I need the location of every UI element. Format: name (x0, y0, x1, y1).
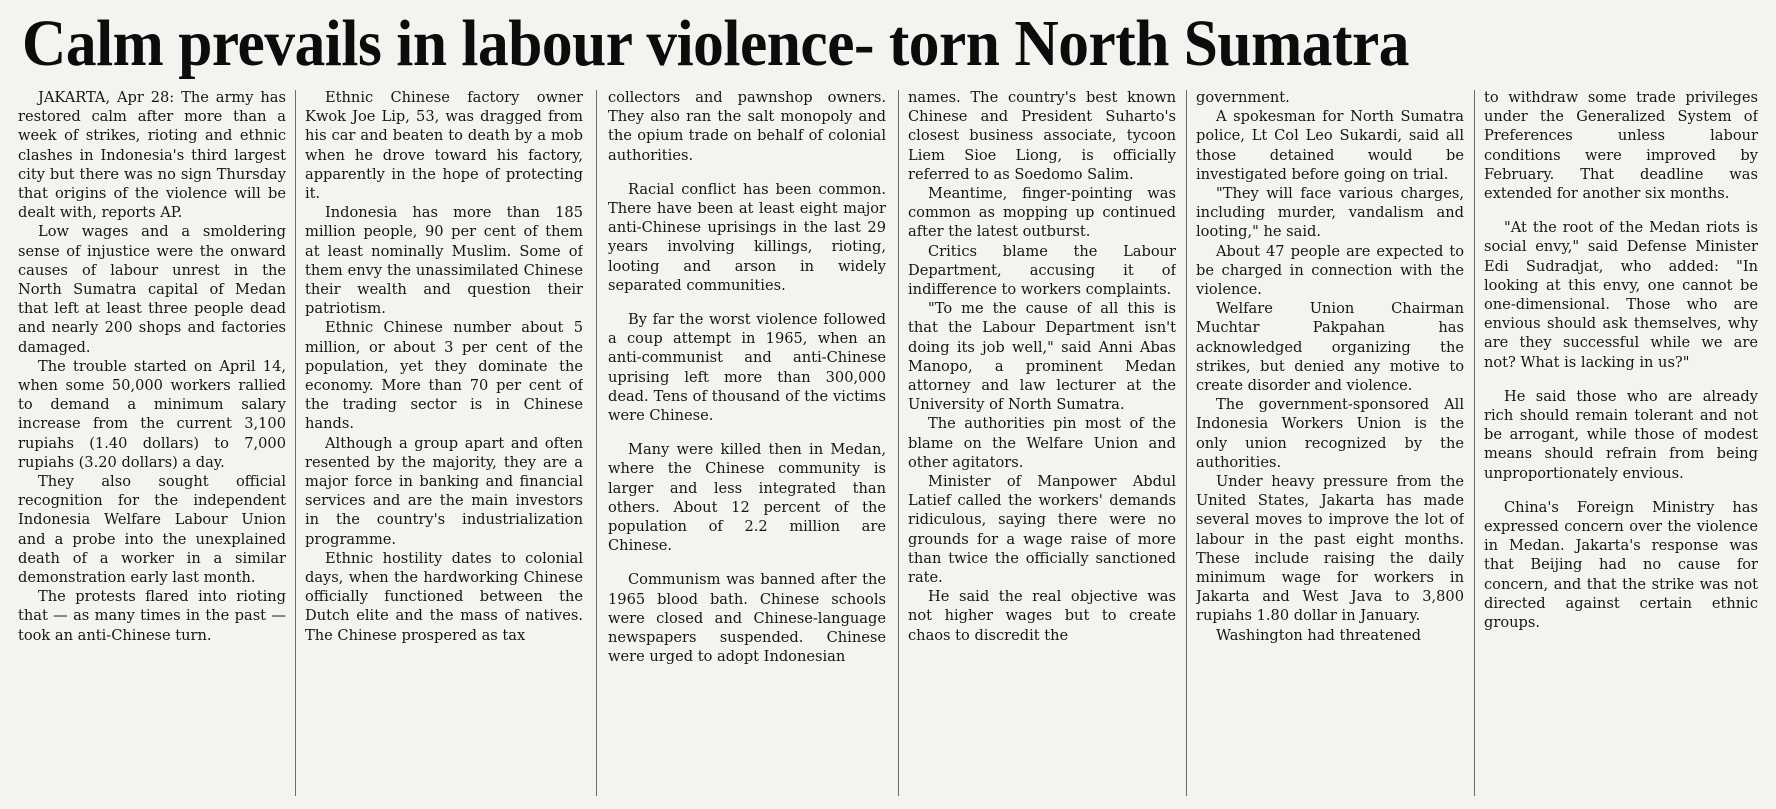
article-column-1 (18, 88, 286, 803)
column-divider (1186, 90, 1187, 796)
article-column-2 (305, 88, 583, 803)
article-paragraph: China's Foreign Ministry has expressed concern over the violence in Medan. Jakarta's response was that Beijing had no cause for concern, and that the strike was not directed against certain ethnic groups. (1484, 498, 1758, 632)
article-paragraph: Washington had threatened (1216, 626, 1421, 644)
column-divider (898, 90, 899, 796)
article-paragraph: names. The country's best known Chinese and President Suharto's closest business associate, tycoon Liem Sioe Liong, is officially referred to as Soedomo Salim. (908, 89, 1176, 183)
article-paragraph: By far the worst violence followed a coup attempt in 1965, when an anti-communist and anti-Chinese uprising left more than 300,000 dead. Tens of thousand of the victims were Chinese. (608, 311, 886, 425)
article-column-4 (908, 88, 1176, 803)
article-paragraph: The trouble started on April 14, when some 50,000 workers rallied to demand a minimum salary increase from the current 3,100 rupiahs (1.40 dollars) to 7,000 rupiahs (3.20 dollars) a day. (18, 357, 286, 471)
article-paragraph: About 47 people are expected to be charged in connection with the violence. (1196, 242, 1464, 299)
article-body (18, 88, 1763, 803)
column-divider (295, 90, 296, 796)
article-paragraph: Welfare Union Chairman Muchtar Pakpahan has acknowledged organizing the strikes, but denied any motive to create disorder and violence. (1196, 300, 1464, 395)
article-paragraph: government. (1196, 89, 1290, 106)
article-column-3 (608, 88, 886, 803)
article-paragraph: Ethnic Chinese factory owner Kwok Joe Lip, 53, was dragged from his car and beaten to death by a mob when he drove toward his factory, apparently in the hope of protecting it. (305, 89, 583, 203)
article-paragraph: Many were killed then in Medan, where the Chinese community is larger and less integrated than others. About 12 percent of the population of 2.2 million are Chinese. (608, 441, 886, 555)
article-paragraph: to withdraw some trade privileges under the Generalized System of Preferences unless labour conditions were improved by February. That deadline was extended for another six months. (1484, 89, 1758, 203)
article-paragraph: Racial conflict has been common. There have been at least eight major anti-Chinese uprisings in the last 29 years involving killings, rioting, looting and arson in widely separated communities. (608, 180, 886, 294)
article-paragraph: Under heavy pressure from the United States, Jakarta has made several moves to improve the lot of labour in the past eight months. These include raising the daily minimum wage for workers in Jakarta and West Java to 3,800 rupiahs 1.80 dollar in January. (1196, 473, 1464, 625)
article-paragraph: Minister of Manpower Abdul Latief called the workers' demands ridiculous, saying there were no grounds for a wage raise of more than twice the officially sanctioned rate. (908, 473, 1176, 587)
article-paragraph: Although a group apart and often resented by the majority, they are a major force in banking and financial services and are the main investors in the country's industrialization programme. (305, 434, 583, 548)
article-paragraph: The authorities pin most of the blame on the Welfare Union and other agitators. (908, 415, 1176, 471)
article-paragraph: Ethnic Chinese number about 5 million, or about 3 per cent of the population, yet they dominate the economy. More than 70 per cent of the trading sector is in Chinese hands. (305, 319, 583, 433)
article-paragraph: Low wages and a smoldering sense of injustice were the onward causes of labour unrest in the North Sumatra capital of Medan that left at least three people dead and nearly 200 shops and factories damaged. (18, 223, 286, 356)
article-paragraph: "They will face various charges, including murder, vandalism and looting," he said. (1196, 185, 1464, 241)
article-paragraph: Ethnic hostility dates to colonial days, when the hardworking Chinese officially functioned between the Dutch elite and the mass of natives. The Chinese prospered as tax (305, 549, 583, 644)
article-paragraph: He said those who are already rich should remain tolerant and not be arrogant, while those of modest means should refrain from being unproportionately envious. (1484, 387, 1758, 482)
article-paragraph: They also sought official recognition for the independent Indonesia Welfare Labour Union and a probe into the unexplained death of a worker in a similar demonstration early last month. (18, 473, 286, 587)
article-paragraph: "To me the cause of all this is that the Labour Department isn't doing its job well," said Anni Abas Manopo, a prominent Medan attorney and law lecturer at the University of North Sumatra. (908, 300, 1176, 414)
column-divider (1474, 90, 1475, 796)
article-paragraph: He said the real objective was not higher wages but to create chaos to discredit the (908, 588, 1176, 644)
article-paragraph: Critics blame the Labour Department, accusing it of indifference to workers complaints. (908, 242, 1176, 299)
article-paragraph: "At the root of the Medan riots is social envy," said Defense Minister Edi Sudradjat, who added: "In looking at this envy, one cannot be one-dimensional. Those who are envious should ask themselves, why are they successful while we are not? What is lacking in us?" (1484, 219, 1758, 371)
headline: Calm prevails in labour violence- torn North Sumatra (22, 7, 1409, 80)
column-divider (596, 90, 597, 796)
article-paragraph: The government-sponsored All Indonesia Workers Union is the only union recognized by the authorities. (1196, 396, 1464, 471)
article-paragraph: Meantime, finger-pointing was common as mopping up continued after the latest outburst. (908, 185, 1176, 241)
article-paragraph: JAKARTA, Apr 28: The army has restored calm after more than a week of strikes, rioting and ethnic clashes in Indonesia's third largest city but there was no sign Thursday that origins of the violence will be dealt with, reports AP. (18, 89, 286, 222)
article-paragraph: A spokesman for North Sumatra police, Lt Col Leo Sukardi, said all those detained would be investigated before going on trial. (1196, 108, 1464, 183)
article-paragraph: Indonesia has more than 185 million people, 90 per cent of them at least nominally Muslim. Some of them envy the unassimilated Chinese their wealth and question their patriotism. (305, 204, 583, 318)
article-paragraph: collectors and pawnshop owners. They also ran the salt monopoly and the opium trade on behalf of colonial authorities. (608, 89, 886, 164)
article-paragraph: The protests flared into rioting that — as many times in the past — took an anti-Chinese turn. (18, 588, 286, 644)
article-paragraph: Communism was banned after the 1965 blood bath. Chinese schools were closed and Chinese-language newspapers suspended. Chinese were urged to adopt Indonesian (608, 571, 886, 666)
article-column-5 (1196, 88, 1464, 803)
article-column-6 (1484, 88, 1758, 803)
